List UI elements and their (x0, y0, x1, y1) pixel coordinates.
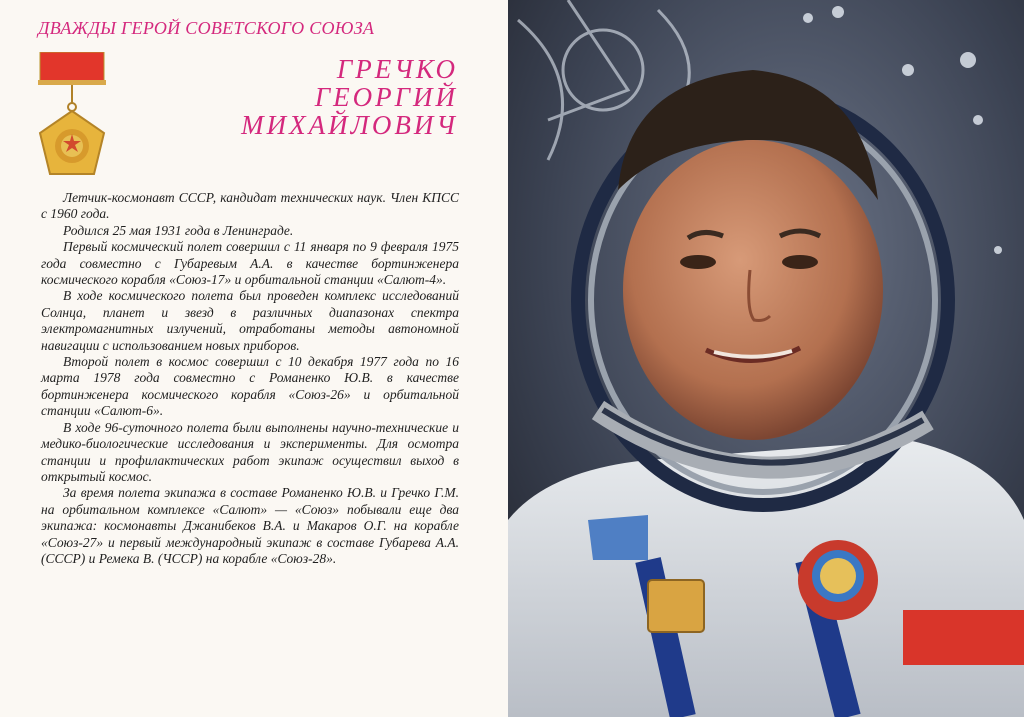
patronymic: МИХАЙЛОВИЧ (241, 110, 458, 140)
biography-text (41, 190, 459, 567)
bio-paragraph: За время полета экипажа в составе Романенко Ю.В. и Гречко Г.М. на орбитальном комплексе «Салют» — «Союз» побывали еще два экипажа: космонавты Джанибеков В.А. и Макаров О.Г. на корабле «Союз-27» и первый международный экипаж в составе Губарева А.А. (СССР) и Ремека В. (ЧССР) на корабле «Союз-28». (41, 485, 459, 566)
bio-paragraph: Летчик-космонавт СССР, кандидат технических наук. Член КПСС с 1960 года. (41, 190, 459, 222)
hero-title: ДВАЖДЫ ГЕРОЙ СОВЕТСКОГО СОЮЗА (38, 18, 375, 38)
text-panel (0, 0, 508, 717)
surname: ГРЕЧКО (336, 54, 458, 84)
pilot-cosmonaut-medal-icon (38, 52, 110, 178)
bio-paragraph: Второй полет в космос совершил с 10 декабря 1977 года по 16 марта 1978 года совместно с Романенко Ю.В. в качестве бортинженера космического корабля «Союз-26» и орбитальной станции «Салют-6». (41, 354, 459, 419)
bio-paragraph: В ходе космического полета был проведен комплекс исследований Солнца, планет и звезд в различных диапазонах спектра электромагнитных излучений, отработаны методы автономной навигации с использованием новых приборов. (41, 288, 459, 353)
bio-paragraph: Родился 25 мая 1931 года в Ленинграде. (63, 222, 294, 238)
bio-paragraph: В ходе 96-суточного полета были выполнены научно-технические и медико-биологические исследования и эксперименты. Для осмотра станции и профилактических работ экипаж осуществил выход в открытый космос. (41, 419, 459, 484)
first-name: ГЕОРГИЙ (314, 82, 458, 112)
cosmonaut-portrait-photo (508, 0, 1024, 717)
bio-paragraph: Первый космический полет совершил с 11 января по 9 февраля 1975 года совместно с Губаревым А.А. в качестве бортинженера космического корабля «Союз-17» и орбитальной станции «Салют-4». (41, 239, 459, 288)
